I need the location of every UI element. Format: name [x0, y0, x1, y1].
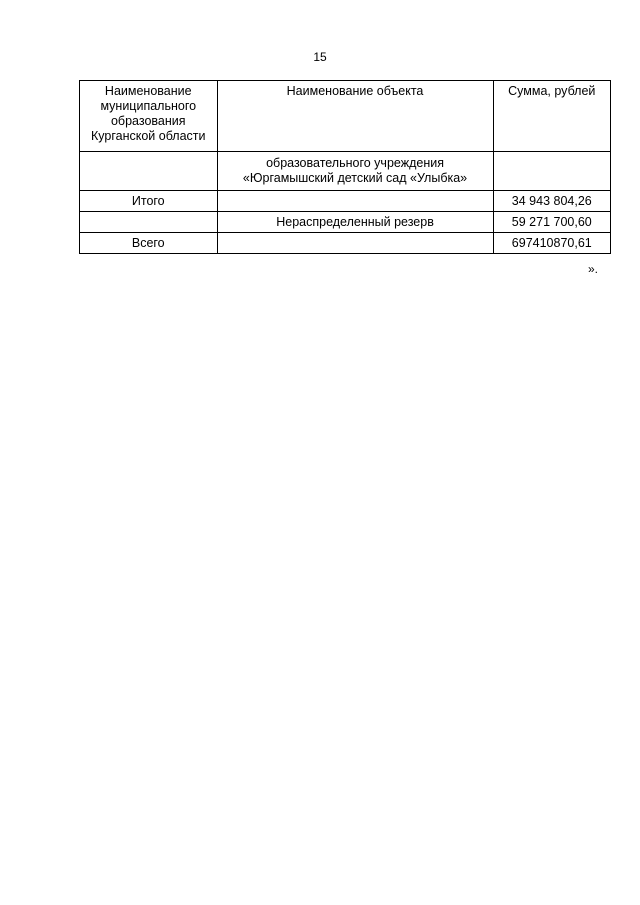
- table-row-grand-total: [80, 233, 611, 254]
- cell-amount: 34 943 804,26: [493, 191, 610, 212]
- object-line: «Юргамышский детский сад «Улыбка»: [242, 171, 468, 185]
- cell-municipality: [80, 152, 218, 191]
- table-header-row: [80, 81, 611, 152]
- header-municipality: Наименование муниципального образования Курганской области: [80, 81, 218, 152]
- closing-quote: ».: [588, 262, 599, 276]
- cell-amount: [493, 152, 610, 191]
- header-amount: Сумма, рублей: [493, 81, 610, 152]
- cell-municipality: [80, 212, 218, 233]
- cell-amount: 59 271 700,60: [493, 212, 610, 233]
- cell-amount: 697410870,61: [493, 233, 610, 254]
- cell-object: Нераспределенный резерв: [217, 212, 493, 233]
- cell-municipality: Итого: [80, 191, 218, 212]
- cell-municipality: Всего: [80, 233, 218, 254]
- table-row-reserve: [80, 212, 611, 233]
- page-number: 15: [313, 50, 327, 64]
- cell-object: [217, 152, 493, 191]
- cell-object: [217, 191, 493, 212]
- table-row-total: [80, 191, 611, 212]
- cell-object: [217, 233, 493, 254]
- header-object: Наименование объекта: [217, 81, 493, 152]
- budget-table: [79, 80, 611, 254]
- object-line: образовательного учреждения: [266, 156, 444, 170]
- table-row: [80, 152, 611, 191]
